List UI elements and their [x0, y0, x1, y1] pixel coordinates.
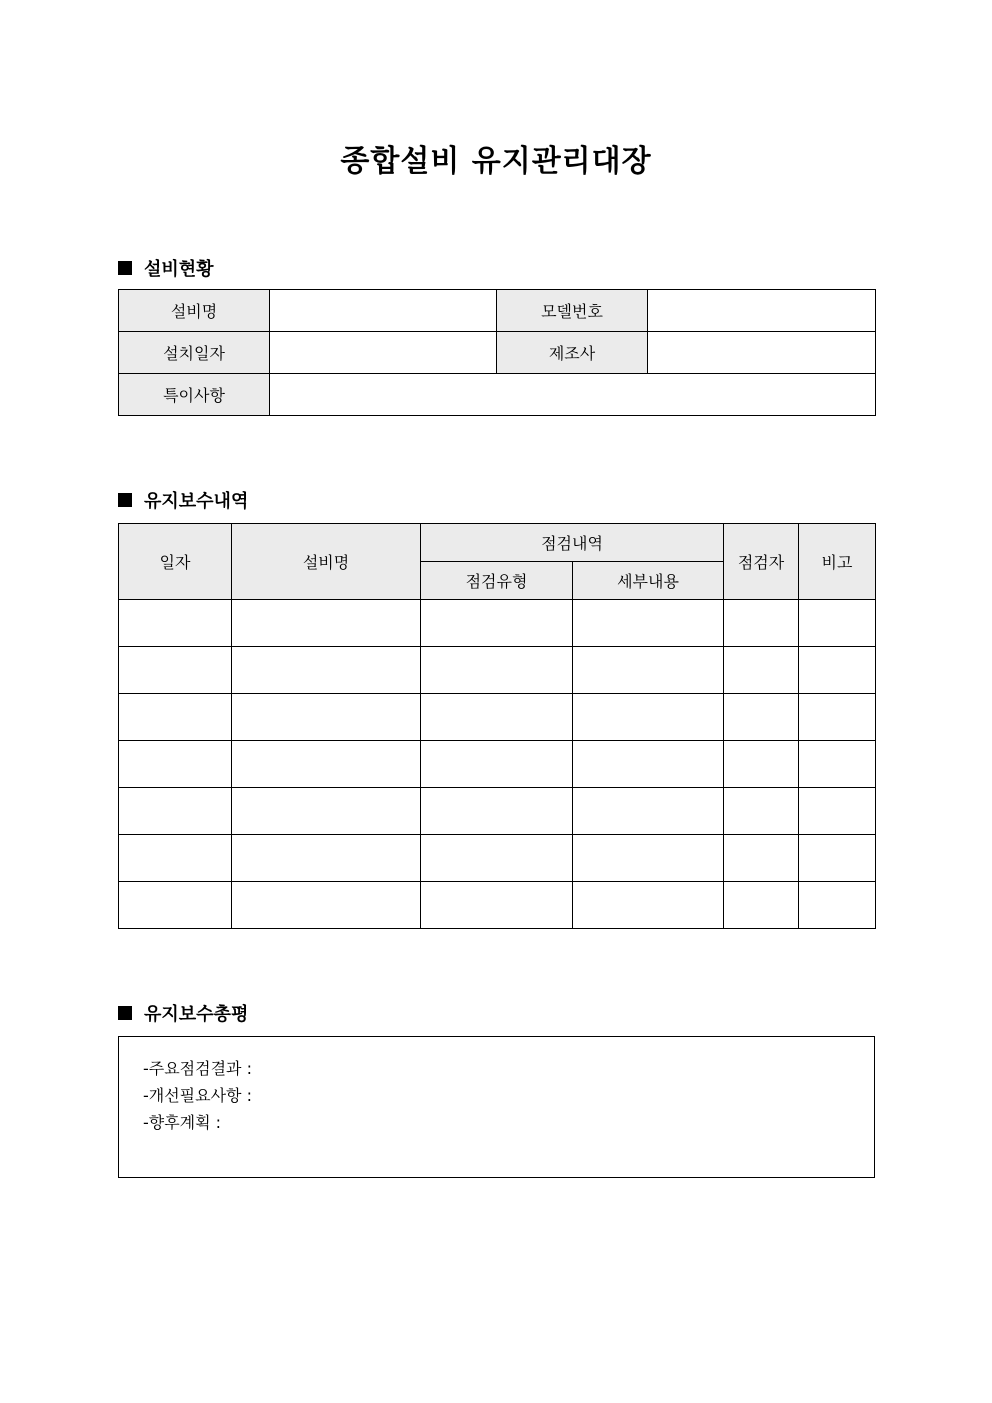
table-cell[interactable] — [573, 600, 724, 647]
inspector-header: 점검자 — [724, 524, 799, 600]
table-row — [119, 374, 876, 416]
table-cell[interactable] — [724, 788, 799, 835]
table-cell[interactable] — [724, 741, 799, 788]
table-cell[interactable] — [799, 741, 876, 788]
table-cell[interactable] — [421, 647, 573, 694]
table-cell[interactable] — [232, 647, 421, 694]
section-heading-equipment-status — [118, 255, 214, 281]
table-cell[interactable] — [799, 600, 876, 647]
section-heading-label: 유지보수총평 — [144, 1004, 249, 1025]
table-cell[interactable] — [724, 882, 799, 929]
table-cell[interactable] — [119, 741, 232, 788]
note-header: 비고 — [799, 524, 876, 600]
square-bullet-icon — [118, 1006, 132, 1020]
square-bullet-icon — [118, 493, 132, 507]
table-cell[interactable] — [232, 694, 421, 741]
table-cell[interactable] — [724, 835, 799, 882]
install-date-field[interactable] — [270, 332, 497, 374]
maintenance-history-table — [118, 523, 876, 929]
summary-lines — [143, 1055, 252, 1136]
square-bullet-icon — [118, 261, 132, 275]
table-cell[interactable] — [573, 647, 724, 694]
table-header-row — [119, 524, 876, 562]
table-cell[interactable] — [799, 835, 876, 882]
equipment-status-table — [118, 289, 876, 416]
table-cell[interactable] — [799, 882, 876, 929]
table-cell[interactable] — [421, 882, 573, 929]
table-cell[interactable] — [799, 788, 876, 835]
table-cell[interactable] — [421, 835, 573, 882]
table-cell[interactable] — [232, 882, 421, 929]
improvements-line: -개선필요사항 : — [143, 1086, 252, 1105]
table-cell[interactable] — [119, 694, 232, 741]
date-header: 일자 — [119, 524, 232, 600]
equipment-name-label: 설비명 — [119, 290, 270, 332]
equipment-name-field[interactable] — [270, 290, 497, 332]
table-cell[interactable] — [119, 647, 232, 694]
table-row — [119, 290, 876, 332]
table-cell[interactable] — [232, 788, 421, 835]
table-cell[interactable] — [573, 835, 724, 882]
table-cell[interactable] — [421, 741, 573, 788]
table-cell[interactable] — [799, 694, 876, 741]
table-row — [119, 835, 876, 882]
manufacturer-field[interactable] — [648, 332, 876, 374]
table-row — [119, 332, 876, 374]
table-cell[interactable] — [232, 741, 421, 788]
table-cell[interactable] — [232, 835, 421, 882]
table-row — [119, 647, 876, 694]
table-row — [119, 788, 876, 835]
section-heading-label: 유지보수내역 — [144, 491, 249, 512]
table-cell[interactable] — [119, 835, 232, 882]
table-cell[interactable] — [119, 600, 232, 647]
table-cell[interactable] — [724, 647, 799, 694]
table-cell[interactable] — [119, 882, 232, 929]
table-cell[interactable] — [573, 741, 724, 788]
inspection-type-header: 점검유형 — [421, 562, 573, 600]
inspection-details-header: 점검내역 — [421, 524, 724, 562]
manufacturer-label: 제조사 — [497, 332, 648, 374]
section-heading-label: 설비현황 — [144, 259, 214, 280]
table-row — [119, 694, 876, 741]
table-cell[interactable] — [421, 600, 573, 647]
table-row — [119, 600, 876, 647]
table-cell[interactable] — [573, 882, 724, 929]
table-cell[interactable] — [573, 694, 724, 741]
model-number-field[interactable] — [648, 290, 876, 332]
remarks-label: 특이사항 — [119, 374, 270, 416]
table-cell[interactable] — [421, 694, 573, 741]
remarks-field[interactable] — [270, 374, 876, 416]
install-date-label: 설치일자 — [119, 332, 270, 374]
main-result-line: -주요점검결과 : — [143, 1059, 252, 1078]
table-cell[interactable] — [724, 694, 799, 741]
page-title: 종합설비 유지관리대장 — [340, 144, 652, 179]
equipment-name-header: 설비명 — [232, 524, 421, 600]
table-cell[interactable] — [573, 788, 724, 835]
section-heading-maintenance-history — [118, 487, 248, 513]
table-cell[interactable] — [421, 788, 573, 835]
future-plan-line: -향후계획 : — [143, 1113, 222, 1132]
maintenance-summary-box[interactable] — [118, 1036, 875, 1178]
table-cell[interactable] — [119, 788, 232, 835]
section-heading-maintenance-summary — [118, 1000, 248, 1026]
detail-content-header: 세부내용 — [573, 562, 724, 600]
table-cell[interactable] — [724, 600, 799, 647]
table-cell[interactable] — [799, 647, 876, 694]
table-row — [119, 882, 876, 929]
table-cell[interactable] — [232, 600, 421, 647]
table-row — [119, 741, 876, 788]
model-number-label: 모델번호 — [497, 290, 648, 332]
